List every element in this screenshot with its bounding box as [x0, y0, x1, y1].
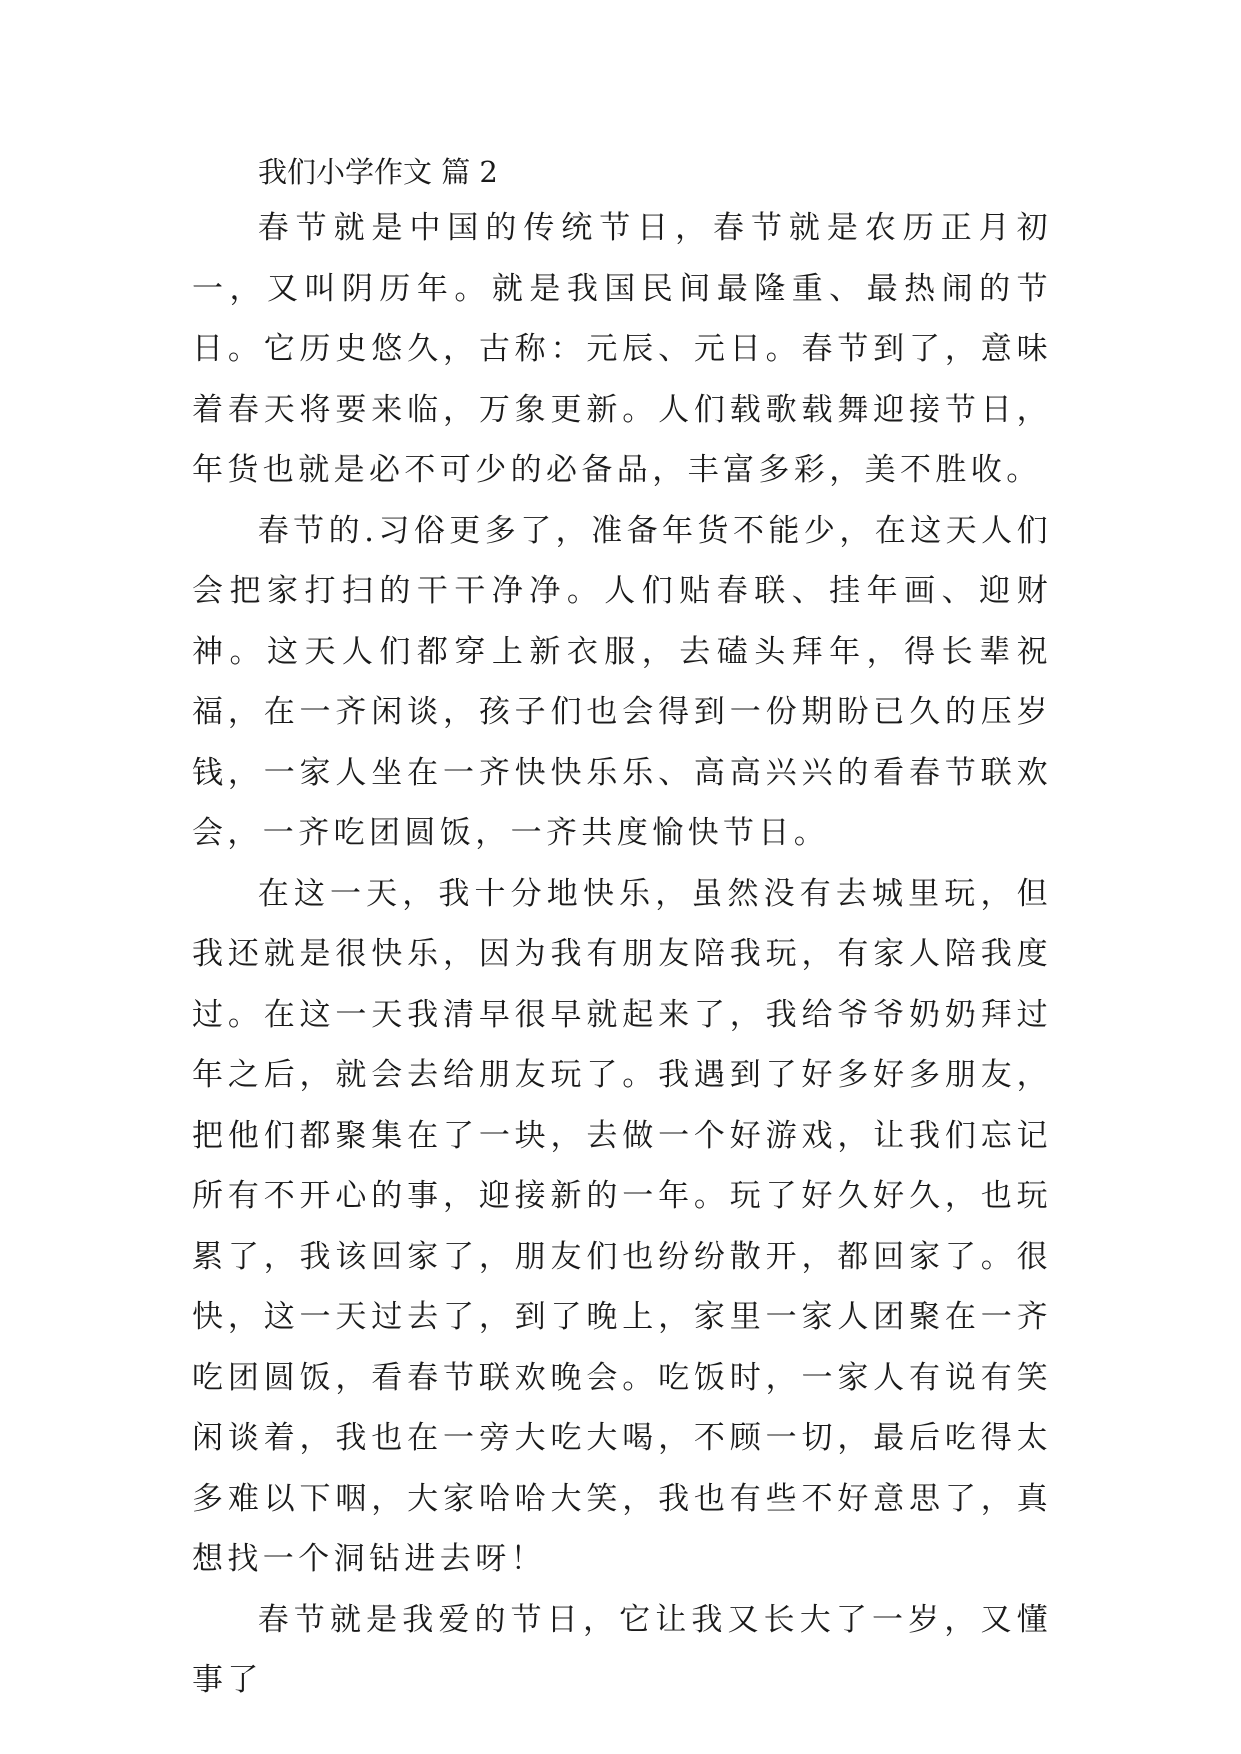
essay-heading: 我们小学作文 篇 2 — [258, 155, 498, 189]
essay-body — [192, 150, 1052, 1711]
essay-paragraph-2: 春节的.习俗更多了，准备年货不能少，在这天人们会把家打扫的干干净净。人们贴春联、挂年画、迎财神。这天人们都穿上新衣服，去磕头拜年，得长辈祝福，在一齐闲谈，孩子们也会得到一份期盼已久的压岁钱，一家人坐在一齐快快乐乐、高高兴兴的看春节联欢会，一齐吃团圆饭，一齐共度愉快节日。 — [192, 512, 1052, 851]
essay-paragraph-3: 在这一天，我十分地快乐，虽然没有去城里玩，但我还就是很快乐，因为我有朋友陪我玩，有家人陪我度过。在这一天我清早很早就起来了，我给爷爷奶奶拜过年之后，就会去给朋友玩了。我遇到了好多好多朋友，把他们都聚集在了一块，去做一个好游戏，让我们忘记所有不开心的事，迎接新的一年。玩了好久好久，也玩累了，我该回家了，朋友们也纷纷散开，都回家了。很快，这一天过去了，到了晚上，家里一家人团聚在一齐吃团圆饭，看春节联欢晚会。吃饭时，一家人有说有笑闲谈着，我也在一旁大吃大喝，不顾一切，最后吃得太多难以下咽，大家哈哈大笑，我也有些不好意思了，真想找一个洞钻进去呀！ — [192, 875, 1052, 1577]
essay-paragraph-4: 春节就是我爱的节日，它让我又长大了一岁，又懂事了 — [192, 1601, 1052, 1698]
essay-paragraph-1: 春节就是中国的传统节日，春节就是农历正月初一，又叫阴历年。就是我国民间最隆重、最热闹的节日。它历史悠久，古称：元辰、元日。春节到了，意味着春天将要来临，万象更新。人们载歌载舞迎接节日，年货也就是必不可少的必备品，丰富多彩，美不胜收。 — [192, 210, 1052, 488]
